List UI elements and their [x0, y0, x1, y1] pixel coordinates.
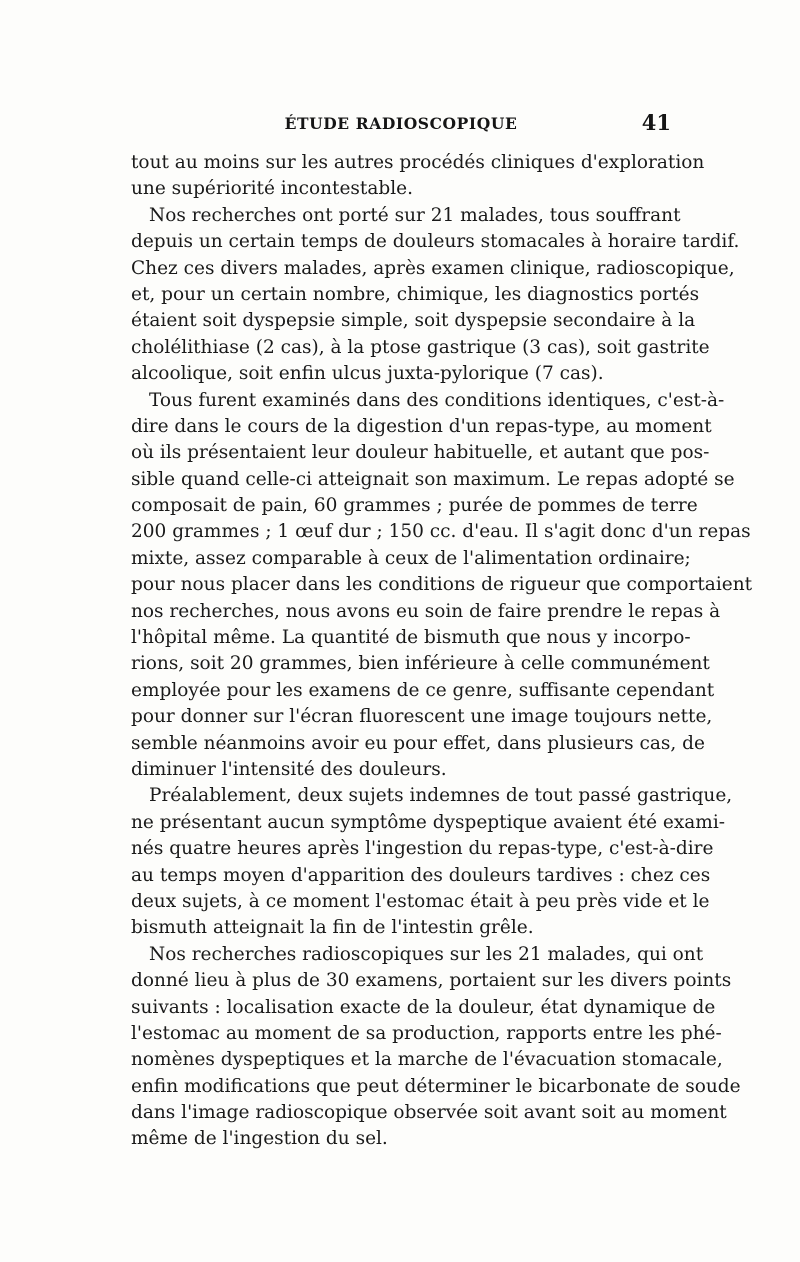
- text-line: cholélithiase (2 cas), à la ptose gastrique (3 cas), soit gastrite: [131, 336, 710, 358]
- text-line: alcoolique, soit enfin ulcus juxta-pylorique (7 cas).: [131, 363, 604, 385]
- text-line: nés quatre heures après l'ingestion du repas-type, c'est-à-dire: [131, 838, 714, 860]
- text-line: enfin modifications que peut déterminer le bicarbonate de soude: [131, 1075, 741, 1097]
- text-line: employée pour les examens de ce genre, suffisante cependant: [131, 679, 715, 701]
- text-line: deux sujets, à ce moment l'estomac était à peu près vide et le: [131, 890, 710, 912]
- text-line: pour nous placer dans les conditions de rigueur que comportaient: [131, 574, 753, 596]
- text-line: sible quand celle-ci atteignait son maximum. Le repas adopté se: [131, 468, 735, 490]
- text-line: donné lieu à plus de 30 examens, portaient sur les divers points: [131, 970, 732, 992]
- page-number: 41: [641, 110, 671, 135]
- text-line: Préalablement, deux sujets indemnes de tout passé gastrique,: [149, 785, 733, 807]
- text-line: nomènes dyspeptiques et la marche de l'évacuation stomacale,: [131, 1049, 723, 1071]
- text-line: et, pour un certain nombre, chimique, les diagnostics portés: [131, 283, 700, 305]
- text-line: suivants : localisation exacte de la douleur, état dynamique de: [131, 996, 716, 1018]
- paragraph: [131, 203, 740, 388]
- text-line: l'hôpital même. La quantité de bismuth que nous y incorpo-: [131, 627, 691, 649]
- text-line: 200 grammes ; 1 œuf dur ; 150 cc. d'eau. Il s'agit donc d'un repas: [131, 521, 751, 543]
- text-line: Chez ces divers malades, après examen clinique, radioscopique,: [131, 257, 735, 279]
- text-line: rions, soit 20 grammes, bien inférieure à celle communément: [131, 653, 710, 675]
- text-line: Nos recherches ont porté sur 21 malades, tous souffrant: [149, 204, 681, 226]
- running-title: ÉTUDE RADIOSCOPIQUE: [284, 114, 518, 133]
- running-header: [131, 108, 671, 138]
- text-line: une supériorité incontestable.: [131, 178, 413, 200]
- paragraph: [131, 150, 705, 203]
- text-line: ne présentant aucun symptôme dyspeptique avaient été exami-: [131, 811, 726, 833]
- text-line: nos recherches, nous avons eu soin de faire prendre le repas à: [131, 600, 721, 622]
- text-line: depuis un certain temps de douleurs stomacales à horaire tardif.: [131, 231, 740, 253]
- text-line: semble néanmoins avoir eu pour effet, dans plusieurs cas, de: [131, 732, 705, 754]
- text-line: étaient soit dyspepsie simple, soit dyspepsie secondaire à la: [131, 310, 696, 332]
- text-line: Nos recherches radioscopiques sur les 21 malades, qui ont: [149, 943, 704, 965]
- paragraph: [131, 942, 741, 1153]
- text-line: composait de pain, 60 grammes ; purée de pommes de terre: [131, 495, 698, 517]
- text-line: diminuer l'intensité des douleurs.: [131, 758, 447, 780]
- text-line: dire dans le cours de la digestion d'un repas-type, au moment: [131, 415, 712, 437]
- text-line: tout au moins sur les autres procédés cliniques d'exploration: [131, 152, 705, 173]
- text-line: l'estomac au moment de sa production, rapports entre les phé-: [131, 1022, 722, 1044]
- text-line: au temps moyen d'apparition des douleurs tardives : chez ces: [131, 864, 711, 886]
- paragraph: [131, 388, 753, 784]
- text-line: bismuth atteignait la fin de l'intestin grêle.: [131, 917, 534, 939]
- text-line: dans l'image radioscopique observée soit avant soit au moment: [131, 1102, 727, 1124]
- text-line: même de l'ingestion du sel.: [131, 1128, 388, 1150]
- body-text: [131, 150, 753, 1153]
- text-line: où ils présentaient leur douleur habituelle, et autant que pos-: [131, 442, 710, 464]
- text-line: mixte, assez comparable à ceux de l'alimentation ordinaire;: [131, 547, 691, 569]
- text-line: Tous furent examinés dans des conditions identiques, c'est-à-: [149, 389, 725, 411]
- paragraph: [131, 783, 733, 941]
- text-line: pour donner sur l'écran fluorescent une image toujours nette,: [131, 706, 713, 728]
